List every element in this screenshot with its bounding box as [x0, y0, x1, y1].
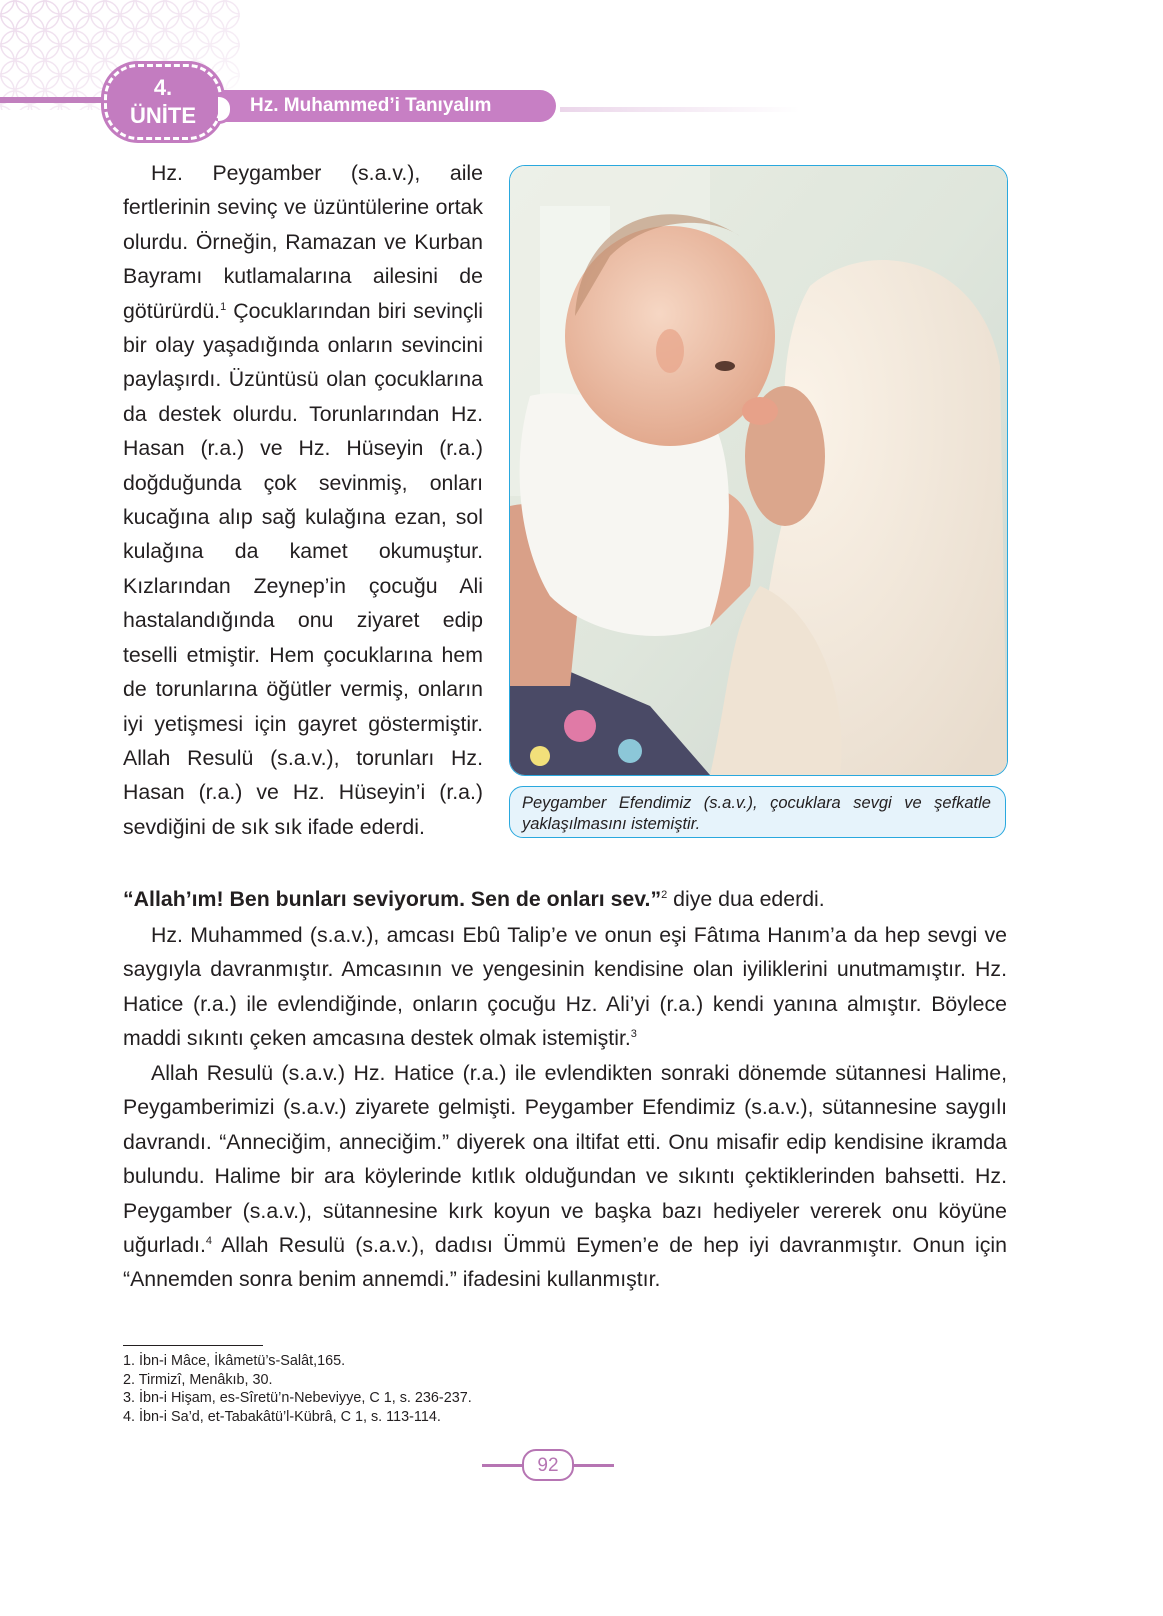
- footnote-3: 3. İbn-i Hişam, es-Sîretü’n-Nebeviyye, C 1, s. 236-237.: [123, 1390, 472, 1406]
- photo-mother-baby: [509, 165, 1008, 776]
- photo-caption: Peygamber Efendimiz (s.a.v.), çocuklara sevgi ve şefkatle yaklaşılmasını istemiştir.: [509, 786, 1006, 838]
- unit-badge: [104, 64, 222, 140]
- unit-label: ÜNİTE: [130, 103, 196, 128]
- paragraph-1-rest: Çocuklarından biri sevinçli bir olay yaşadığında onların sevincini paylaşırdı. Üzüntüsü olan çocuklarına da destek olurdu. Torunlarından Hz. Hasan (r.a.) ve Hz. Hüseyin (r.a.) doğduğunda çok sevinmiş, onları kucağına alıp sağ kulağına ezan, sol kulağına da kamet okumuştur. Kızlarından Zeynep’in çocuğu Ali hastalandığında onu ziyaret edip teselli etmiştir. Hem çocuklarına hem de torunlarına öğütler vermiş, onların iyi yetişmesi için gayret göstermiştir. Allah Resulü (s.a.v.), torunları Hz. Hasan (r.a.) ve Hz. Hüseyin’i (r.a.) sevdiğini de sık sık ifade ederdi.: [123, 298, 483, 839]
- page-number-rule-left: [482, 1464, 524, 1467]
- page-number-rule-right: [572, 1464, 614, 1467]
- paragraph-2: [123, 918, 1007, 1056]
- header-fade-rule: [560, 107, 800, 112]
- paragraph-2-text: Hz. Muhammed (s.a.v.), amcası Ebû Talip’e ve onun eşi Fâtıma Hanım’a da hep sevgi ve saygıyla davranmıştır. Amcasının ve yengesinin kendisine olan iyiliklerini unutmamıştır. Hz. Hatice (r.a.) ile evlendiğinde, onların çocuğu Hz. Ali’yi (r.a.) kendi yanına almıştır. Böylece maddi sıkıntı çeken amcasına destek olmak istemiştir.: [123, 923, 1007, 1051]
- footnote-4: 4. İbn-i Sa’d, et-Tabakâtü’l-Kübrâ, C 1, s. 113-114.: [123, 1408, 441, 1425]
- footnote-ref-1: 1: [220, 300, 227, 313]
- footnote-ref-4: 4: [205, 1234, 213, 1247]
- chapter-title: Hz. Muhammed’i Tanıyalım: [222, 90, 556, 122]
- footnote-ref-2: 2: [661, 888, 668, 901]
- photo-illustration: [510, 166, 1007, 775]
- quote-line: [123, 882, 1007, 916]
- footnote-ref-3: 3: [630, 1028, 637, 1041]
- left-column-text: [123, 156, 483, 844]
- paragraph-3-text: Allah Resulü (s.a.v.) Hz. Hatice (r.a.) ile evlendikten sonraki dönemde sütannesi Halime, Peygamberimizi (s.a.v.) ziyarete gelmişti. Peygamber Efendimiz (s.a.v.), sütannesine saygılı davrandı. “Anneciğim, anneciğim.” diyerek ona iltifat etti. Onu misafir edip kendisine ikramda bulundu. Halime bir ara köylerinde kıtlık olduğundan ve sıkıntı çektiklerinden bahsetti. Hz. Peygamber (s.a.v.), sütannesine kırk koyun ve başka bazı hediyeler vererek onu köyüne uğurladı.: [123, 1061, 1007, 1258]
- unit-number: 4.: [153, 75, 173, 100]
- footnote-divider: [123, 1345, 263, 1346]
- paragraph-3: [123, 1056, 1007, 1297]
- paragraph-3-rest: Allah Resulü (s.a.v.), dadısı Ümmü Eymen’e de hep iyi davranmıştır. Onun için “Annemden sonra benim annemdi.” ifadesini kullanmıştır.: [123, 1233, 1007, 1292]
- page-number: 92: [522, 1449, 574, 1481]
- footnote-1: 1. İbn-i Mâce, İkâmetü’s-Salât,165.: [123, 1353, 346, 1369]
- paragraph-1-text: Hz. Peygamber (s.a.v.), aile fertlerinin sevinç ve üzüntülerine ortak olurdu. Örneğin, Ramazan ve Kurban Bayramı kutlamalarına ailesini de götürürdü.: [123, 161, 483, 323]
- footnote-2: 2. Tirmizî, Menâkıb, 30.: [123, 1371, 273, 1388]
- page-number-block: [482, 1447, 612, 1483]
- footnotes: [123, 1352, 472, 1426]
- paragraph-1: [123, 156, 483, 844]
- quote-bold: “Allah’ım! Ben bunları seviyorum. Sen de onları sev.”: [123, 887, 662, 911]
- quote-rest: diye dua ederdi.: [667, 887, 825, 911]
